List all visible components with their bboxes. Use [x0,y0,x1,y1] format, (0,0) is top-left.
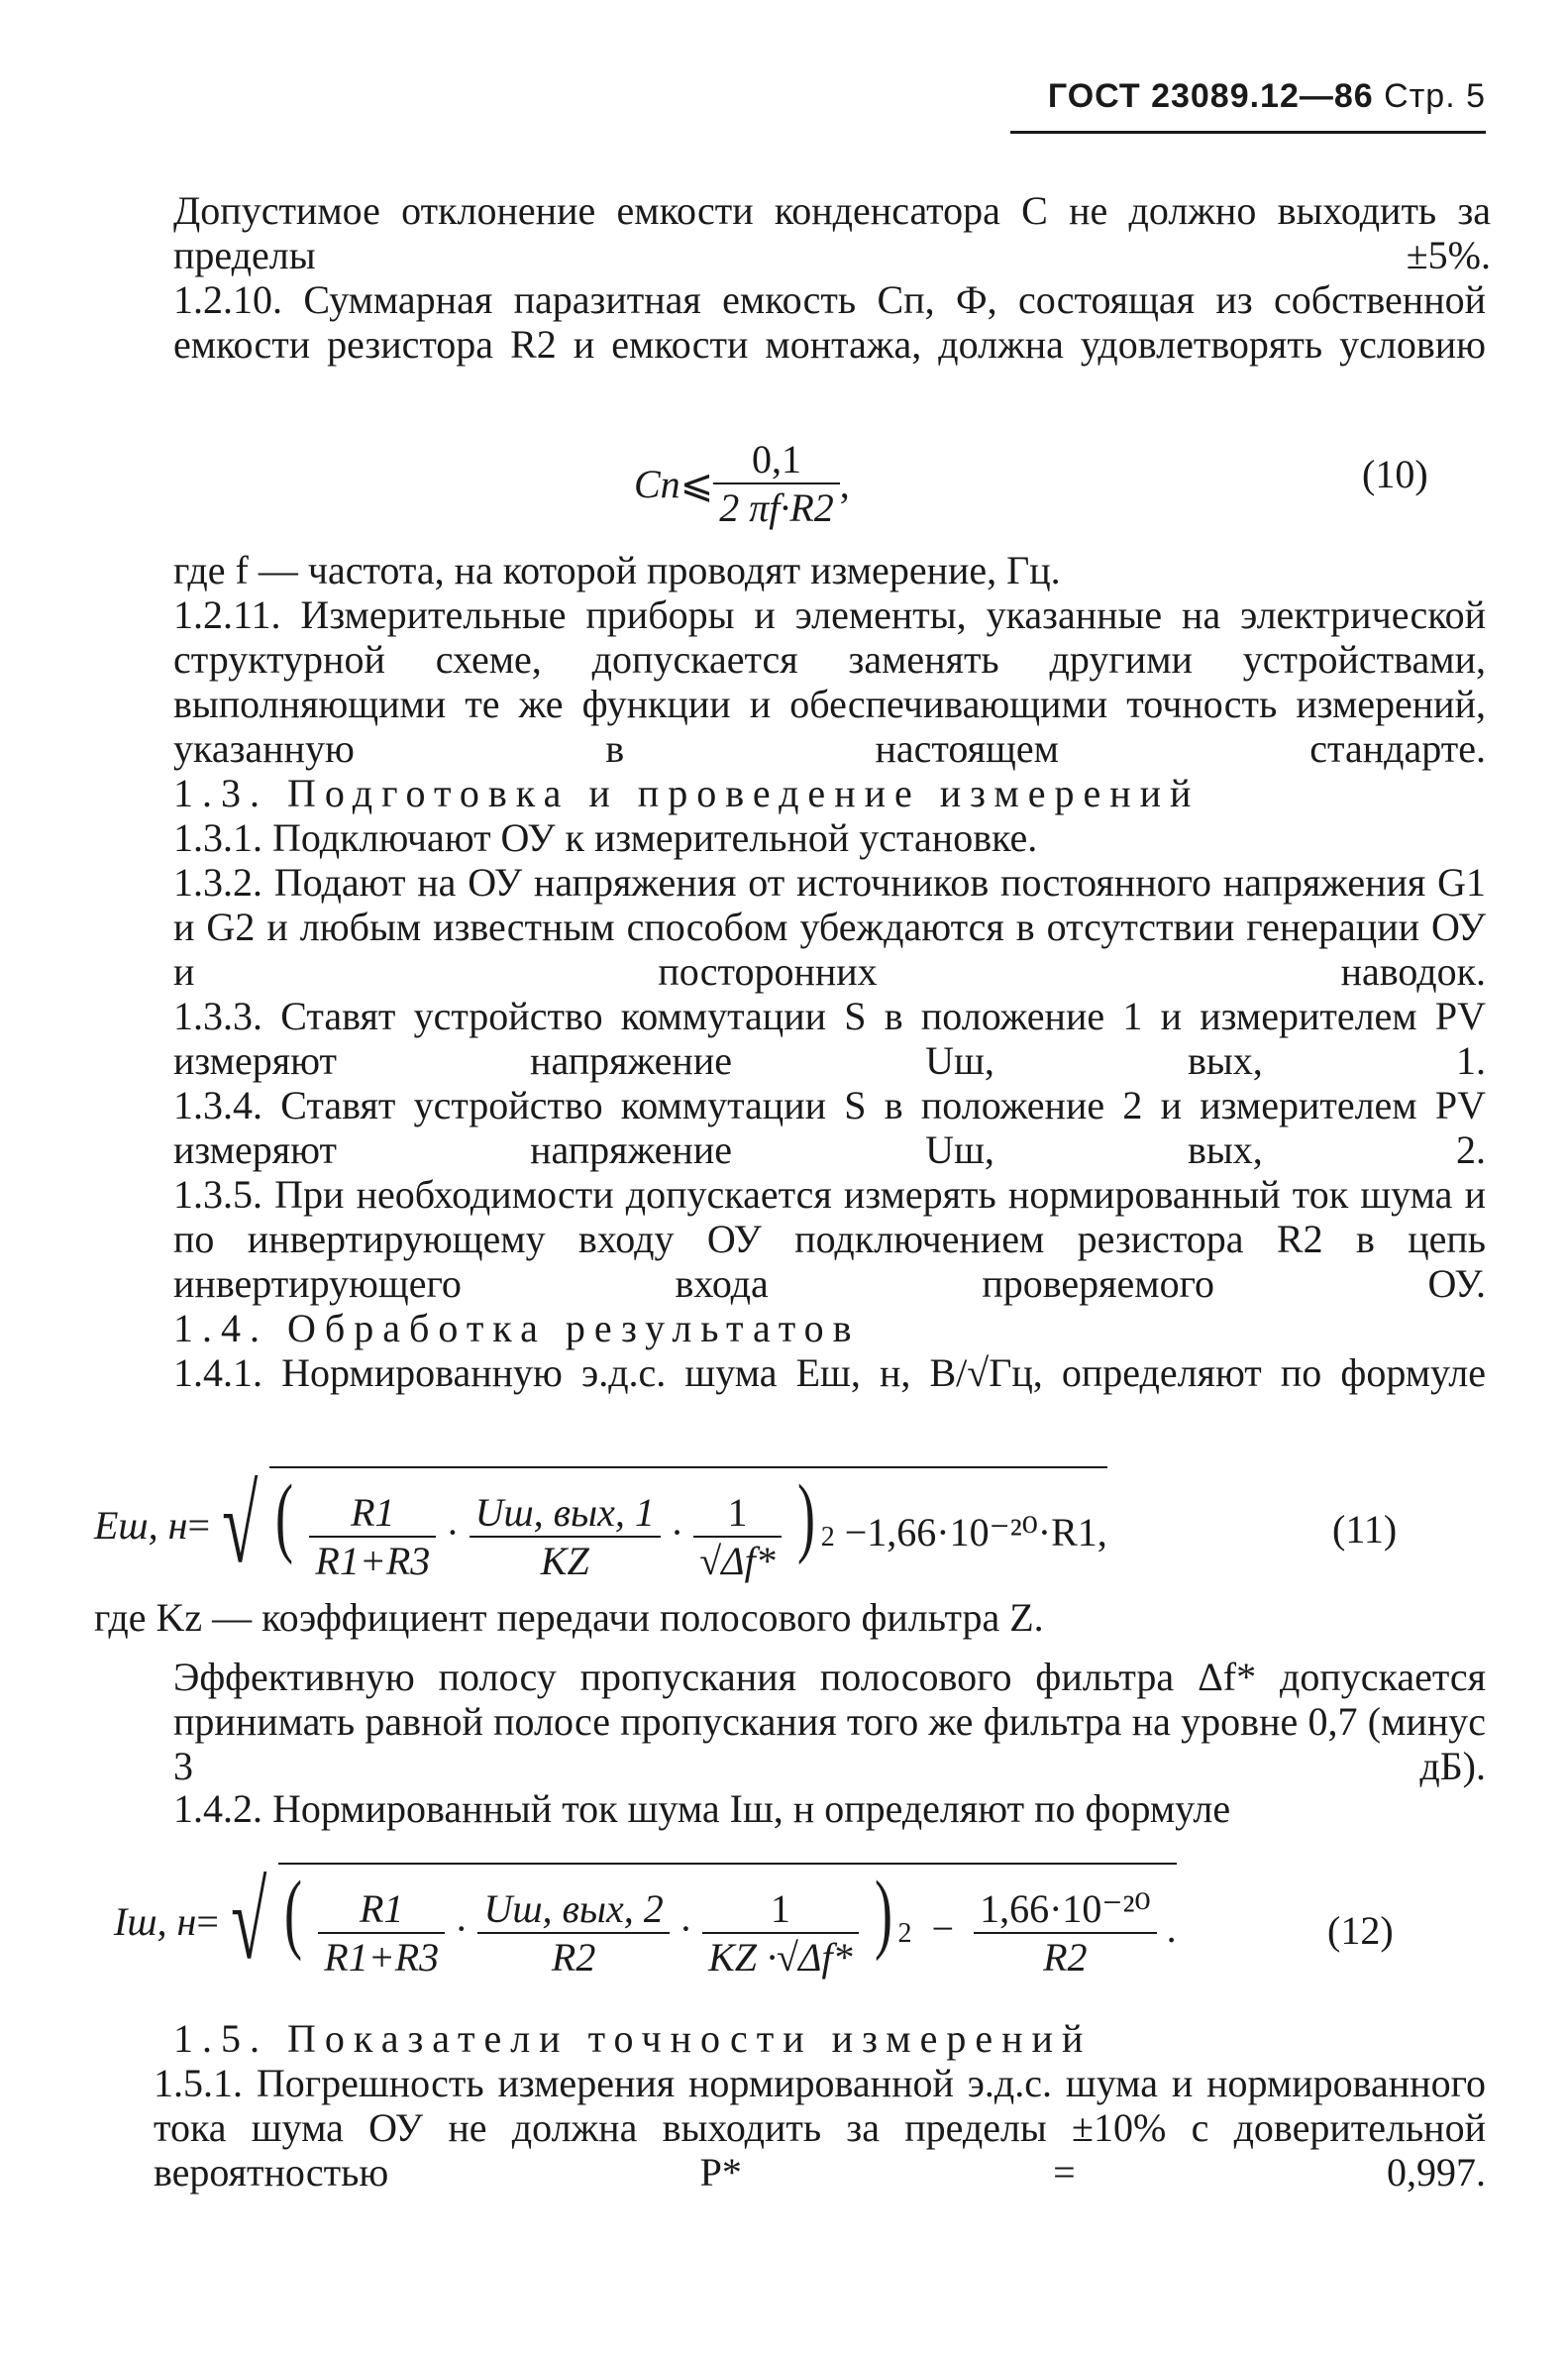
paragraph-1-2-11: 1.2.11. Измерительные приборы и элементы, указанные на электрической структурной схеме, допускается заменять другими устройствами, выполняющими те же функции и обеспечивающими точность измерений, указанную в настоящем стандарте. [173,592,1486,771]
paragraph-1-3-1: 1.3.1. Подключают ОУ к измерительной установке. [173,815,1038,860]
formula-10-relation: ⩽ [679,461,714,506]
paragraph-kz-definition: где Kz — коэффициент передачи полосового фильтра Z. [94,1595,1044,1640]
standard-code: ГОСТ 23089.12—86 [1047,77,1374,115]
page-number: Стр. 5 [1384,77,1486,115]
paragraph-1-3-3: 1.3.3. Ставят устройство коммутации S в положение 1 и измерителем PV измеряют напряжение Uш, вых, 1. [173,994,1486,1083]
formula-11-radicand: ( $\frac{R1}{R1+R3}$ · $\frac{\text{Uш, вых, 1}}{KZ}$ · $\frac{1}{√\Delta f*}$ ) 2 −1,66·10⁻²⁰·R1, [269,1466,1106,1584]
paragraph-1-4-2: 1.4.2. Нормированный ток шума Iш, н определяют по формуле [173,1786,1231,1831]
paragraph-1-2-10: 1.2.10. Суммарная паразитная емкость Cп, Ф, состоящая из собственной емкости резистора R2 и емкости монтажа, должна удовлетворять условию [173,277,1486,367]
formula-12-term2-num: Uш, вых, 2 [477,1885,669,1934]
formula-12-term1-num: R1 [318,1885,445,1934]
formula-12-term4 [974,1885,1156,1981]
paragraph-capacitance-tolerance: Допустимое отклонение емкости конденсатора C не должно выходить за пределы ±5%. [173,188,1491,277]
section-1-4-title: 1.4. Обработка результатов [173,1306,861,1350]
section-1-5-title: 1.5. Показатели точности измерений [173,2016,1093,2061]
formula-12-term4-num: 1,66·10⁻²⁰ [974,1885,1156,1934]
formula-11-term3 [693,1489,782,1584]
paragraph-1-5-1: 1.5.1. Погрешность измерения нормированной э.д.с. шума и нормированного тока шума ОУ не должна выходить за пределы ±10% с доверительной вероятностью P* = 0,997. [154,2061,1486,2195]
formula-11-term1 [309,1489,436,1584]
formula-11-term3-den: √Δf* [699,1538,776,1583]
formula-11-radical: √ ( $\frac{R1}{R1+R3}$ · $\frac{\text{Uш, вых, 1}}{KZ}$ · $\frac{1}{√\Delta f*}$ ) 2 −1,66·10⁻²⁰·R1, [222,1464,1107,1586]
formula-12-term2-den: R2 [551,1934,596,1980]
section-1-3-title: 1.3. Подготовка и проведение измерений [173,771,1201,815]
formula-11-term3-num: 1 [693,1489,782,1538]
header-rule [1010,131,1486,134]
paragraph-1-4-1: 1.4.1. Нормированную э.д.с. шума Eш, н, В/√Гц, определяют по формуле [173,1350,1486,1395]
formula-10 [634,436,850,531]
paragraph-1-3-2: 1.3.2. Подают на ОУ напряжения от источников постоянного напряжения G1 и G2 и любым известным способом убеждаются в отсутствии генерации ОУ и посторонних наводок. [173,860,1486,994]
formula-11-label: (11) [1332,1507,1398,1552]
formula-12-term2 [477,1885,669,1981]
formula-10-fraction [713,436,840,531]
formula-12-term4-den: R2 [1043,1934,1088,1980]
paragraph-effective-bandwidth: Эффективную полосу пропускания полосового фильтра Δf* допускается принимать равной полосе пропускания того же фильтра на уровне 0,7 (минус 3 дБ). [173,1655,1486,1788]
formula-12-lhs: Iш, н [114,1898,197,1944]
formula-10-label: (10) [1362,452,1428,496]
formula-10-lhs: Cп [634,461,680,506]
formula-11-term1-num: R1 [309,1489,436,1538]
formula-12-radicand: ( $\frac{R1}{R1+R3}$ · $\frac{\text{Uш, вых, 2}}{R2}$ · $\frac{1}{KZ \cdot√\Delta f*}$ ) 2 − $\frac{\text{1,66·10⁻²⁰}}{R2}$ . [278,1863,1176,1981]
formula-12-label: (12) [1327,1908,1394,1953]
formula-12-term3 [702,1885,858,1981]
formula-11-term2-den: KZ [540,1538,589,1583]
formula-11: Eш, н = √ ( $\frac{R1}{R1+R3}$ · $\frac{\text{Uш, вых, 1}}{KZ}$ · $\frac{1}{√\Delta f*}$ ) 2 −1,66·10⁻²⁰·R1, [94,1464,1107,1586]
formula-12-term3-den: KZ ·√Δf* [708,1934,853,1980]
formula-11-term3-den-text: Δf* [721,1538,776,1583]
formula-10-denominator: 2 πf·R2 [719,485,834,530]
formula-11-term2-num: Uш, вых, 1 [470,1489,661,1538]
page-header [1000,77,1486,116]
formula-12-term1 [318,1885,445,1981]
formula-12-radical: √ ( $\frac{R1}{R1+R3}$ · $\frac{\text{Uш, вых, 2}}{R2}$ · $\frac{1}{KZ \cdot√\Delta f*}$ ) 2 − $\frac{\text{1,66·10⁻²⁰}}{R2}$ . [230,1861,1177,1982]
formula-12-term3-num: 1 [702,1885,858,1934]
paragraph-1-3-5: 1.3.5. При необходимости допускается измерять нормированный ток шума и по инвертирующему входу ОУ подключением резистора R2 в цепь инвертирующего входа проверяемого ОУ. [173,1172,1486,1306]
formula-11-term1-den: R1+R3 [315,1538,431,1583]
formula-10-comma: , [839,461,850,506]
paragraph-frequency-definition: где f — частота, на которой проводят измерение, Гц. [173,548,1061,592]
formula-12: Iш, н = √ ( $\frac{R1}{R1+R3}$ · $\frac{\text{Uш, вых, 2}}{R2}$ · $\frac{1}{KZ \cdot√\Delta f*}$ ) 2 − $\frac{\text{1,66·10⁻²⁰}}{R2}$ . [114,1861,1177,1982]
formula-10-numerator: 0,1 [713,436,840,484]
formula-11-term2 [470,1489,661,1584]
paragraph-1-3-4: 1.3.4. Ставят устройство коммутации S в положение 2 и измерителем PV измеряют напряжение Uш, вых, 2. [173,1083,1486,1172]
formula-12-term1-den: R1+R3 [324,1934,440,1980]
formula-11-lhs: Eш, н [94,1502,188,1548]
formula-11-rest: −1,66·10⁻²⁰·R1, [844,1510,1107,1554]
